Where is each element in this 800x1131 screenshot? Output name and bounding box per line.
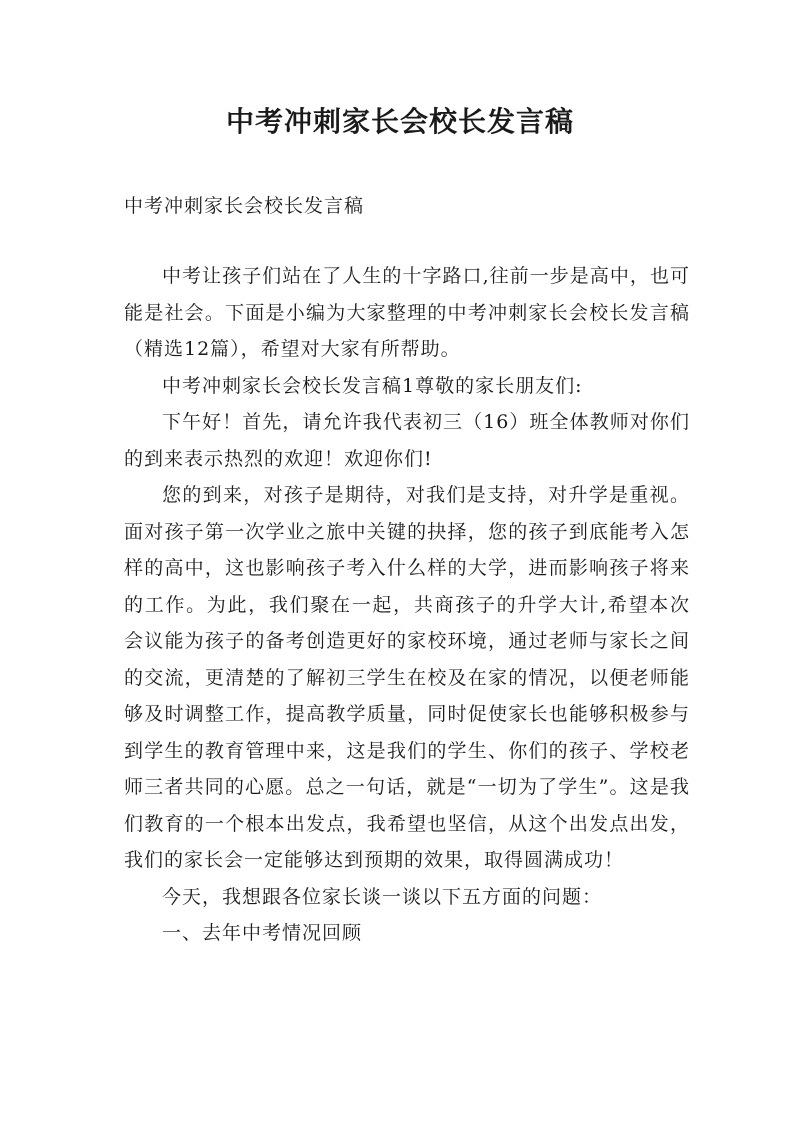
paragraph-greeting: 下午好！首先，请允许我代表初三（16）班全体教师对你们的到来表示热烈的欢迎！欢迎你们! [124,411,690,470]
document-body [124,258,690,952]
document-title: 中考冲刺家长会校长发言稿 [225,105,574,138]
document-subtitle: 中考冲刺家长会校长发言稿 [124,195,365,217]
paragraph-topics: 今天，我想跟各位家长谈一谈以下五方面的问题： [162,885,603,908]
paragraph-main: 您的到来，对孩子是期待，对我们是支持，对升学是重视。面对孩子第一次学业之旅中关键的抉择，您的孩子到底能考入怎样的高中，这也影响孩子考入什么样的大学，进而影响孩子将来的工作。为此，我们聚在一起，共商孩子的升学大计,希望本次会议能为孩子的备考创造更好的家校环境，通过老师与家长之间的交流，更清楚的了解初三学生在校及在家的情况，以便老师能够及时调整工作，提高教学质量，同时促使家长也能够积极参与到学生的教育管理中来，这是我们的学生、你们的孩子、学校老师三者共同的心愿。总之一句话，就是“一切为了学生”。这是我们教育的一个根本出发点，我希望也坚信，从这个出发点出发，我们的家长会一定能够达到预期的效果，取得圆满成功！ [124,484,690,871]
paragraph-intro: 中考让孩子们站在了人生的十字路口,往前一步是高中，也可能是社会。下面是小编为大家整理的中考冲刺家长会校长发言稿（精选12篇），希望对大家有所帮助。 [124,265,690,360]
paragraph-section-heading: 一、去年中考情况回顾 [162,922,363,944]
paragraph-salutation: 中考冲刺家长会校长发言稿1尊敬的家长朋友们: [162,374,583,397]
